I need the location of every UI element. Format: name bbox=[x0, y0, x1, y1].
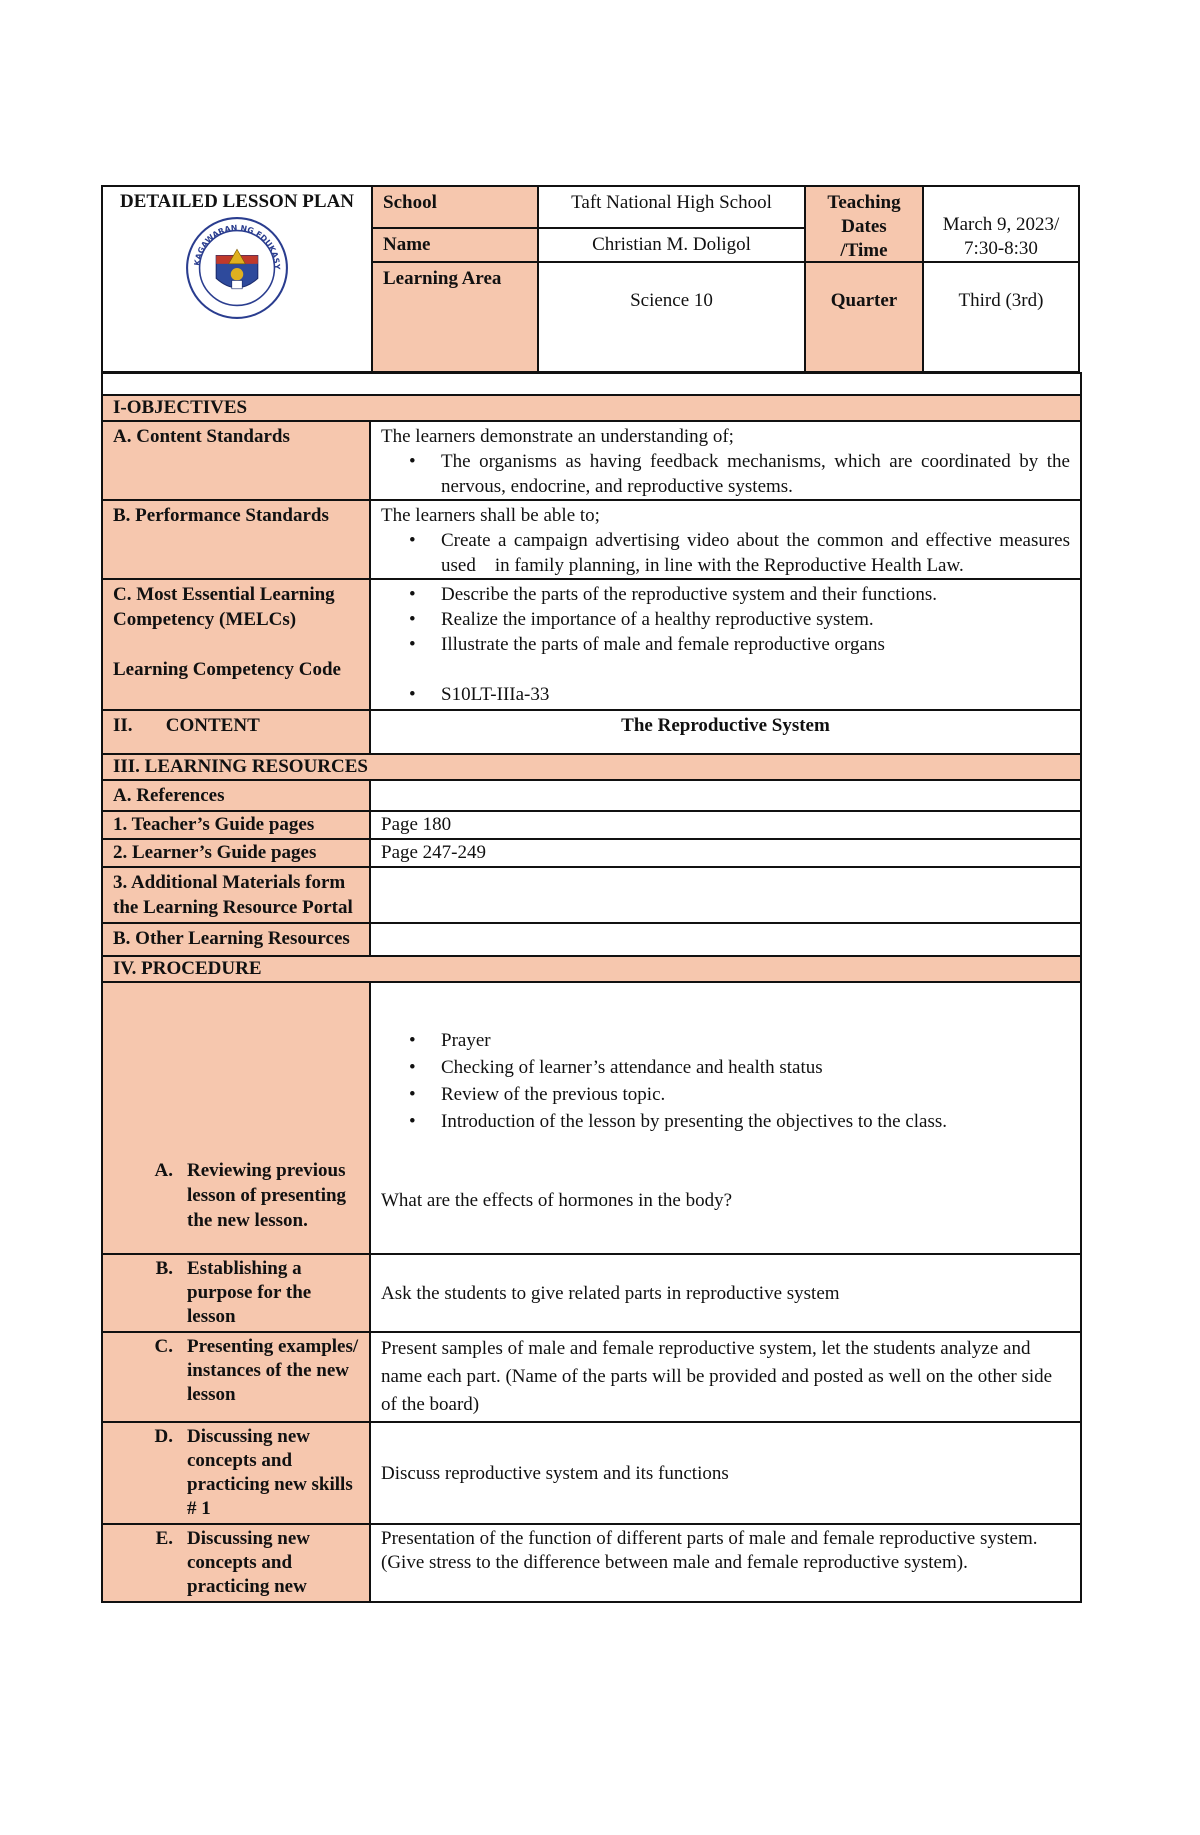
references-label: A. References bbox=[102, 780, 370, 811]
melc-cell bbox=[370, 579, 1081, 710]
name-value: Christian M. Doligol bbox=[537, 229, 804, 263]
teachers-guide-row bbox=[102, 811, 1081, 839]
resources-heading: III. LEARNING RESOURCES bbox=[102, 754, 1081, 780]
content-standards-label: A. Content Standards bbox=[102, 421, 370, 500]
additional-materials-value bbox=[370, 867, 1081, 923]
procedure-bullet: • Prayer bbox=[441, 1027, 1070, 1054]
melc-bullet: • Illustrate the parts of male and female reproductive organs bbox=[441, 632, 1070, 657]
procedure-letter: E. bbox=[155, 1528, 173, 1549]
procedure-value-c: Present samples of male and female reproductive system, let the students analyze and name each part. (Name of the parts will be provided and posted as well on the other side of the board) bbox=[370, 1332, 1081, 1422]
procedure-section-row bbox=[102, 956, 1081, 982]
teaching-dates-value: March 9, 2023/ 7:30-8:30 bbox=[922, 187, 1078, 263]
other-resources-label: B. Other Learning Resources bbox=[102, 923, 370, 956]
lesson-plan-table bbox=[101, 372, 1082, 1603]
procedure-label-d bbox=[102, 1422, 370, 1524]
additional-materials-label: 3. Additional Materials form the Learning Resource Portal bbox=[102, 867, 370, 923]
learners-guide-value: Page 247-249 bbox=[370, 839, 1081, 867]
name-label: Name bbox=[371, 229, 537, 263]
other-resources-row bbox=[102, 923, 1081, 956]
procedure-bullet: • Introduction of the lesson by presenting the objectives to the class. bbox=[441, 1108, 1070, 1135]
svg-text:KAGAWARAN NG EDUKASYON · REPUB: KAGAWARAN NG EDUKASY bbox=[192, 223, 282, 270]
procedure-label-b bbox=[102, 1254, 370, 1332]
header-table bbox=[101, 185, 1080, 373]
procedure-value-e: Presentation of the function of different parts of male and female reproductive system. (Give stress to the difference between male and female reproductive system). bbox=[370, 1524, 1081, 1602]
procedure-item-label: Reviewing previous lesson of presenting the new lesson. bbox=[187, 1160, 347, 1231]
procedure-item-label: Discussing new concepts and practicing new skills # 1 bbox=[187, 1426, 353, 1519]
procedure-value-a bbox=[370, 982, 1081, 1254]
resources-section-row bbox=[102, 754, 1081, 780]
learners-guide-row bbox=[102, 839, 1081, 867]
melc-label-cell bbox=[102, 579, 370, 710]
melc-row bbox=[102, 579, 1081, 710]
procedure-row-d bbox=[102, 1422, 1081, 1524]
quarter-value: Third (3rd) bbox=[922, 263, 1078, 371]
procedure-label-e bbox=[102, 1524, 370, 1602]
melc-label: C. Most Essential Learning Competency (MELCs) bbox=[113, 584, 335, 630]
procedure-row-c bbox=[102, 1332, 1081, 1422]
performance-standards-cell bbox=[370, 500, 1081, 579]
competency-code-value: • S10LT-IIIa-33 bbox=[441, 682, 1070, 707]
procedure-heading: IV. PROCEDURE bbox=[102, 956, 1081, 982]
procedure-label-c bbox=[102, 1332, 370, 1422]
performance-standards-row bbox=[102, 500, 1081, 579]
objectives-section-row bbox=[102, 395, 1081, 421]
procedure-letter: B. bbox=[155, 1258, 173, 1279]
content-label: II. CONTENT bbox=[102, 710, 370, 754]
objectives-heading: I-OBJECTIVES bbox=[102, 395, 1081, 421]
procedure-letter: D. bbox=[154, 1426, 173, 1447]
school-label: School bbox=[371, 187, 537, 229]
review-question: What are the effects of hormones in the body? bbox=[381, 1190, 733, 1211]
procedure-item-label: Discussing new concepts and practicing new bbox=[187, 1528, 310, 1597]
content-value: The Reproductive System bbox=[370, 710, 1081, 754]
deped-seal-logo bbox=[185, 216, 289, 320]
teachers-guide-value: Page 180 bbox=[370, 811, 1081, 839]
content-standards-bullet: • The organisms as having feedback mechanisms, which are coordinated by the nervous, endocrine, and reproductive systems. bbox=[441, 449, 1070, 499]
procedure-item-label: Presenting examples/instances of the new lesson bbox=[187, 1336, 359, 1405]
learning-area-label: Learning Area bbox=[371, 263, 537, 371]
procedure-bullet: • Review of the previous topic. bbox=[441, 1081, 1070, 1108]
procedure-letter: C. bbox=[154, 1336, 173, 1357]
teachers-guide-label: 1. Teacher’s Guide pages bbox=[102, 811, 370, 839]
procedure-value-d: Discuss reproductive system and its functions bbox=[370, 1422, 1081, 1524]
content-standards-row bbox=[102, 421, 1081, 500]
other-resources-value bbox=[370, 923, 1081, 956]
learners-guide-label: 2. Learner’s Guide pages bbox=[102, 839, 370, 867]
procedure-letter: A. bbox=[154, 1160, 173, 1181]
performance-standards-label: B. Performance Standards bbox=[102, 500, 370, 579]
procedure-value-b: Ask the students to give related parts in reproductive system bbox=[370, 1254, 1081, 1332]
quarter-label: Quarter bbox=[804, 263, 922, 371]
references-row bbox=[102, 780, 1081, 811]
performance-standards-intro: The learners shall be able to; bbox=[381, 505, 600, 526]
performance-standards-bullet: • Create a campaign advertising video about the common and effective measures used in family planning, in line with the Reproductive Health Law. bbox=[441, 528, 1070, 578]
spacer-row bbox=[102, 373, 1081, 395]
procedure-row-a bbox=[102, 982, 1081, 1254]
content-standards-intro: The learners demonstrate an understanding of; bbox=[381, 426, 734, 447]
procedure-bullet: • Checking of learner’s attendance and health status bbox=[441, 1054, 1070, 1081]
procedure-row-e bbox=[102, 1524, 1081, 1602]
references-value bbox=[370, 780, 1081, 811]
procedure-label-a bbox=[102, 982, 370, 1254]
plan-title: DETAILED LESSON PLAN bbox=[119, 191, 355, 212]
additional-materials-row bbox=[102, 867, 1081, 923]
title-cell bbox=[103, 187, 371, 371]
learning-area-value: Science 10 bbox=[537, 263, 804, 371]
content-standards-cell bbox=[370, 421, 1081, 500]
melc-bullet: • Realize the importance of a healthy reproductive system. bbox=[441, 607, 1070, 632]
content-row bbox=[102, 710, 1081, 754]
procedure-item-label: Establishing a purpose for the lesson bbox=[187, 1258, 312, 1327]
teaching-dates-label: Teaching Dates /Time bbox=[804, 187, 922, 263]
procedure-row-b bbox=[102, 1254, 1081, 1332]
competency-code-label: Learning Competency Code bbox=[113, 659, 341, 680]
school-value: Taft National High School bbox=[537, 187, 804, 229]
melc-bullet: • Describe the parts of the reproductive system and their functions. bbox=[441, 582, 1070, 607]
